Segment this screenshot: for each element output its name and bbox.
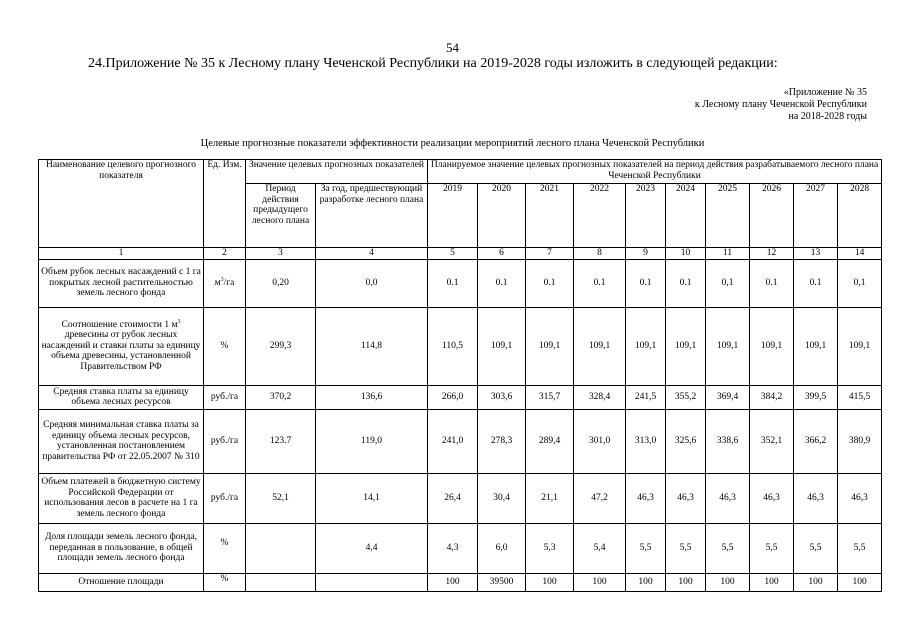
amendment-heading: 24.Приложение № 35 к Лесному плану Чеченской Республики на 2019-2028 годы изложить в следующей редакции: [88, 56, 778, 71]
row-value: 46,3 [666, 473, 706, 523]
row-value: 109,1 [666, 307, 706, 385]
row-name: Доля площади земель лесного фонда, переданная в пользование, в общей площади земель лесного фонда [39, 523, 204, 573]
column-number-row [39, 248, 882, 260]
header-planned-values: Планируемое значение целевых прогнозных показателей на период действия разрабатываемого лесного плана Чеченской Республики [428, 160, 882, 184]
row-year-prev: 0,0 [316, 259, 428, 307]
row-value: 39500 [478, 573, 526, 591]
row-value: 109,1 [626, 307, 666, 385]
row-value: 289,4 [526, 409, 574, 473]
row-value: 384,2 [750, 385, 794, 409]
row-unit: % [204, 573, 246, 591]
row-value: 5,5 [706, 523, 750, 573]
appendix-line: к Лесному плану Чеченской Республики [694, 99, 867, 110]
table-row [39, 573, 882, 591]
row-value: 0.1 [526, 259, 574, 307]
header-unit: Ед. Изм. [204, 160, 246, 248]
row-value: 4,3 [428, 523, 478, 573]
row-value: 46,3 [794, 473, 838, 523]
row-unit: руб./га [204, 409, 246, 473]
row-name-part: древесины от рубок лесных насаждений и ставки платы за единицу объема древесины, установленной Правительством РФ [41, 330, 201, 372]
table-row [39, 259, 882, 307]
row-unit: % [204, 307, 246, 385]
row-value: 0.1 [574, 259, 626, 307]
row-value: 5,3 [526, 523, 574, 573]
row-value: 26,4 [428, 473, 478, 523]
row-value: 0.1 [478, 259, 526, 307]
row-period-prev: 52,1 [246, 473, 316, 523]
row-year-prev: 119,0 [316, 409, 428, 473]
header-year: 2023 [626, 184, 666, 248]
row-value: 5,4 [574, 523, 626, 573]
column-number: 9 [626, 248, 666, 260]
row-unit: % [204, 523, 246, 573]
row-value: 399,5 [794, 385, 838, 409]
row-value: 241,5 [626, 385, 666, 409]
row-value: 109,1 [574, 307, 626, 385]
unit-base: м [214, 277, 221, 288]
row-name: Объем платежей в бюджетную систему Российской Федерации от использования лесов в расчете на 1 га земель лесного фонда [39, 473, 204, 523]
header-year: 2020 [478, 184, 526, 248]
row-year-prev [316, 573, 428, 591]
row-value: 46,3 [706, 473, 750, 523]
column-number: 6 [478, 248, 526, 260]
row-value: 328,4 [574, 385, 626, 409]
row-unit: руб./га [204, 473, 246, 523]
table-row [39, 385, 882, 409]
column-number: 5 [428, 248, 478, 260]
appendix-line: на 2018-2028 годы [788, 111, 867, 122]
indicators-table [38, 159, 882, 592]
row-value: 0.1 [794, 259, 838, 307]
row-name-sup: 3 [177, 318, 181, 325]
row-value: 0.1 [626, 259, 666, 307]
row-value: 47,2 [574, 473, 626, 523]
row-value: 100 [626, 573, 666, 591]
row-unit: руб./га [204, 385, 246, 409]
row-period-prev: 299,3 [246, 307, 316, 385]
row-value: 109,1 [838, 307, 882, 385]
header-year: 2019 [428, 184, 478, 248]
appendix-line: «Приложение № 35 [783, 87, 867, 98]
appendix-note [695, 87, 867, 123]
column-number: 7 [526, 248, 574, 260]
row-value: 325,6 [666, 409, 706, 473]
header-year: 2027 [794, 184, 838, 248]
row-value: 109,1 [706, 307, 750, 385]
row-year-prev: 14,1 [316, 473, 428, 523]
column-number: 8 [574, 248, 626, 260]
table-row [39, 523, 882, 573]
column-number: 3 [246, 248, 316, 260]
header-year: 2028 [838, 184, 882, 248]
row-value: 0.1 [666, 259, 706, 307]
row-value: 0,1 [706, 259, 750, 307]
row-value: 100 [428, 573, 478, 591]
row-value: 241,0 [428, 409, 478, 473]
row-value: 415,5 [838, 385, 882, 409]
row-value: 380,9 [838, 409, 882, 473]
row-value: 315,7 [526, 385, 574, 409]
row-value: 5,5 [794, 523, 838, 573]
column-number: 2 [204, 248, 246, 260]
row-value: 100 [794, 573, 838, 591]
row-value: 0.1 [750, 259, 794, 307]
table-row [39, 409, 882, 473]
row-unit [204, 259, 246, 307]
row-value: 100 [666, 573, 706, 591]
row-value: 100 [750, 573, 794, 591]
row-period-prev: 0,20 [246, 259, 316, 307]
row-value: 21,1 [526, 473, 574, 523]
row-name: Объем рубок лесных насаждений с 1 га покрытых лесной растительностью земель лесного фонда [39, 259, 204, 307]
row-name [39, 307, 204, 385]
row-value: 30,4 [478, 473, 526, 523]
page-number: 54 [446, 40, 459, 55]
header-year: 2025 [706, 184, 750, 248]
column-number: 14 [838, 248, 882, 260]
row-period-prev: 370,2 [246, 385, 316, 409]
column-number: 11 [706, 248, 750, 260]
row-value: 352,1 [750, 409, 794, 473]
row-value: 100 [574, 573, 626, 591]
row-value: 338,6 [706, 409, 750, 473]
header-year: 2022 [574, 184, 626, 248]
column-number: 13 [794, 248, 838, 260]
table-row [39, 307, 882, 385]
header-target-values: Значение целевых прогнозных показателей [246, 160, 428, 184]
row-name-part: Соотношение стоимости 1 м [61, 319, 178, 330]
row-value: 100 [526, 573, 574, 591]
row-value: 46,3 [750, 473, 794, 523]
row-period-prev [246, 573, 316, 591]
row-value: 313,0 [626, 409, 666, 473]
header-year: 2021 [526, 184, 574, 248]
row-name: Средняя минимальная ставка платы за единицу объема лесных ресурсов, установленная постановлением правительства РФ от 22.05.2007 № 310 [39, 409, 204, 473]
row-value: 109,1 [526, 307, 574, 385]
row-value: 109,1 [478, 307, 526, 385]
row-value: 301,0 [574, 409, 626, 473]
header-period-prev: Период действия предыдущего лесного плана [246, 184, 316, 248]
row-value: 278,3 [478, 409, 526, 473]
row-year-prev: 136,6 [316, 385, 428, 409]
row-value: 366,2 [794, 409, 838, 473]
row-period-prev: 123.7 [246, 409, 316, 473]
table-title: Целевые прогнозные показатели эффективности реализации мероприятий лесного плана Чеченской Республики [200, 138, 705, 149]
row-value: 109,1 [794, 307, 838, 385]
row-value: 355,2 [666, 385, 706, 409]
row-value: 266,0 [428, 385, 478, 409]
row-value: 110,5 [428, 307, 478, 385]
row-value: 369,4 [706, 385, 750, 409]
column-number: 10 [666, 248, 706, 260]
column-number: 12 [750, 248, 794, 260]
row-value: 0.1 [428, 259, 478, 307]
column-number: 1 [39, 248, 204, 260]
row-value: 0,1 [838, 259, 882, 307]
row-value: 46,3 [626, 473, 666, 523]
row-name: Средняя ставка платы за единицу объема лесных ресурсов [39, 385, 204, 409]
header-row [39, 160, 882, 184]
row-value: 100 [706, 573, 750, 591]
row-value: 5,5 [666, 523, 706, 573]
row-value: 6,0 [478, 523, 526, 573]
row-value: 46,3 [838, 473, 882, 523]
unit-tail: /га [223, 277, 235, 288]
row-name: Отношение площади [39, 573, 204, 591]
column-number: 4 [316, 248, 428, 260]
row-value: 5,5 [626, 523, 666, 573]
unit-sup: 3 [220, 276, 224, 283]
row-value: 5,5 [838, 523, 882, 573]
header-year: 2024 [666, 184, 706, 248]
row-period-prev [246, 523, 316, 573]
row-value: 303,6 [478, 385, 526, 409]
row-value: 5,5 [750, 523, 794, 573]
row-value: 100 [838, 573, 882, 591]
header-name: Наименование целевого прогнозного показателя [39, 160, 204, 248]
header-year: 2026 [750, 184, 794, 248]
row-value: 109,1 [750, 307, 794, 385]
table-row [39, 473, 882, 523]
row-year-prev: 114,8 [316, 307, 428, 385]
row-year-prev: 4,4 [316, 523, 428, 573]
header-year-prev: За год, предшествующий разработке лесного плана [316, 184, 428, 248]
